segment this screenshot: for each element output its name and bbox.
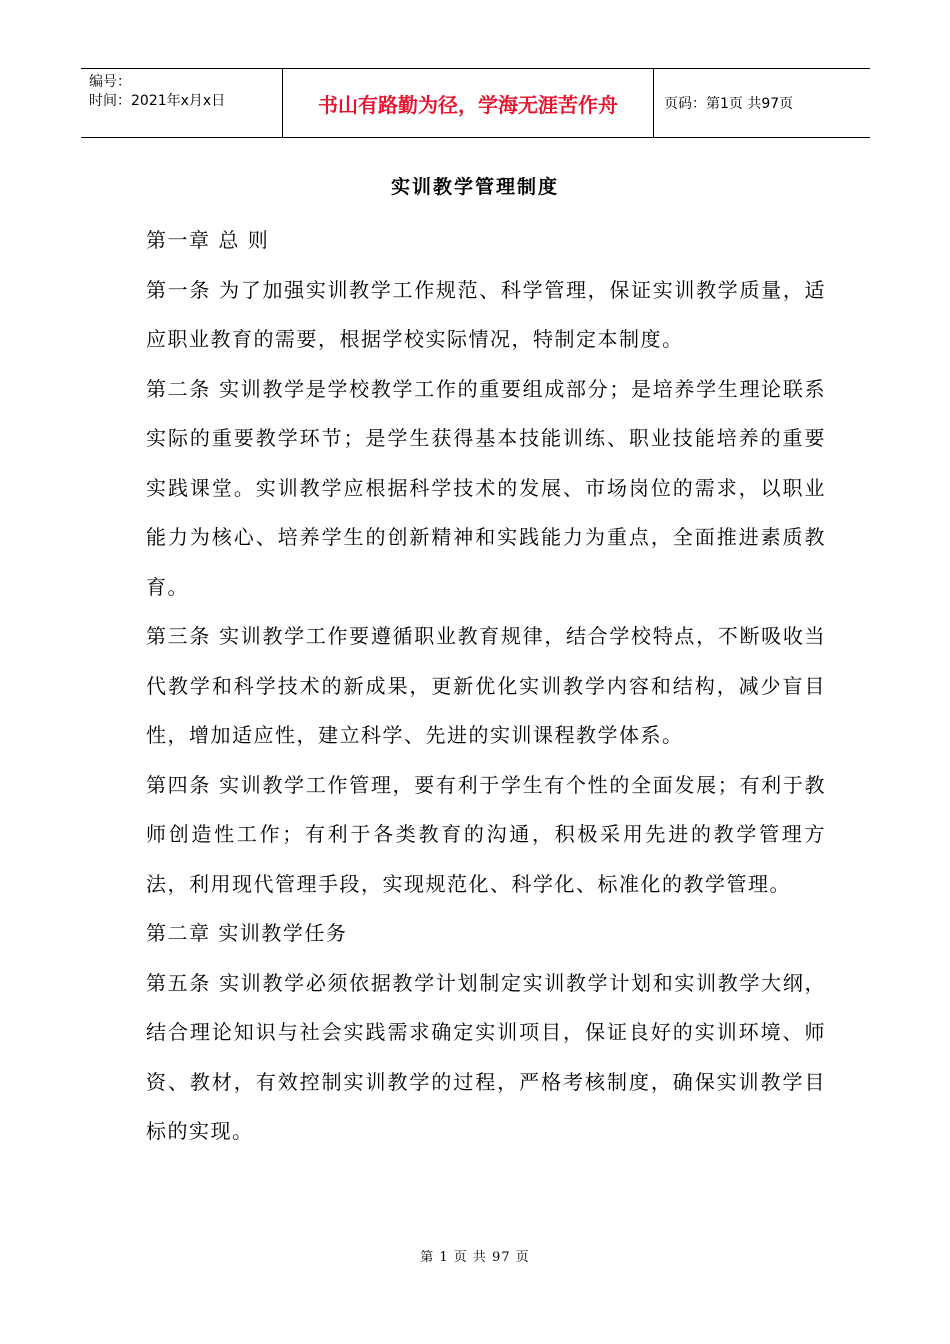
header-meta-cell	[81, 69, 283, 137]
motto-text: 书山有路勤为径，学海无涯苦作舟	[318, 92, 618, 117]
document-header	[81, 68, 870, 138]
document-body	[146, 216, 826, 1157]
article-paragraph: 第二条 实训教学是学校教学工作的重要组成部分；是培养学生理论联系实际的重要教学环节；是学生获得基本技能训练、职业技能培养的重要实践课堂。实训教学应根据科学技术的发展、市场岗位的需求，以职业能力为核心、培养学生的创新精神和实践能力为重点，全面推进素质教育。	[146, 376, 826, 599]
article-paragraph: 第四条 实训教学工作管理，要有利于学生有个性的全面发展；有利于教师创造性工作；有利于各类教育的沟通，积极采用先进的教学管理方法，利用现代管理手段，实现规范化、科学化、标准化的教学管理。	[146, 772, 826, 896]
article-paragraph: 第三条 实训教学工作要遵循职业教育规律，结合学校特点，不断吸收当代教学和科学技术的新成果，更新优化实训教学内容和结构，减少盲目性，增加适应性，建立科学、先进的实训课程教学体系。	[146, 624, 826, 747]
page-footer: 第 1 页 共 97 页	[420, 1250, 530, 1265]
header-motto-cell	[283, 69, 654, 137]
number-label: 编号：	[89, 74, 131, 90]
article-paragraph: 第五条 实训教学必须依据教学计划制定实训教学计划和实训教学大纲，结合理论知识与社会实践需求确定实训项目，保证良好的实训环境、师资、教材，有效控制实训教学的过程，严格考核制度，确保实训教学目标的实现。	[146, 970, 826, 1143]
header-page-cell	[654, 69, 870, 137]
time-label: 时间：2021年x月x日	[89, 93, 226, 109]
chapter-heading: 第一章 总 则	[146, 228, 270, 252]
document-title: 实训教学管理制度	[390, 176, 559, 198]
article-paragraph: 第一条 为了加强实训教学工作规范、科学管理，保证实训教学质量，适应职业教育的需要，根据学校实际情况，特制定本制度。	[146, 277, 826, 351]
chapter-heading: 第二章 实训教学任务	[146, 921, 348, 945]
page-info: 页码：第1页 共97页	[664, 96, 794, 112]
